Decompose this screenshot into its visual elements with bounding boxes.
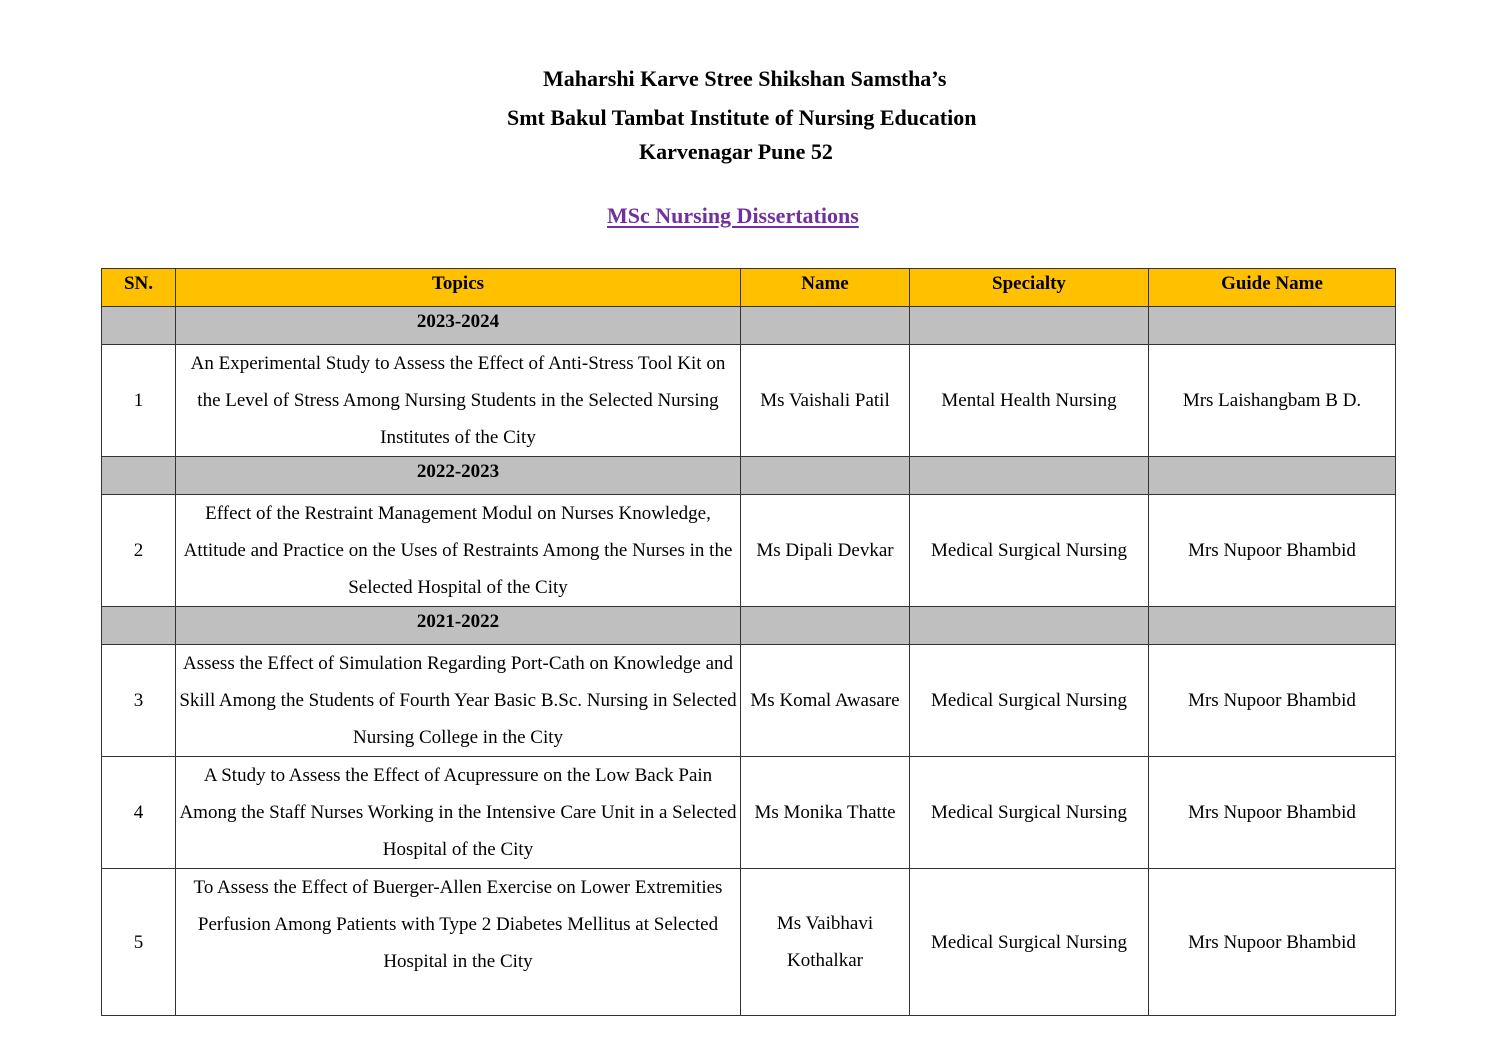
column-header-topics: Topics: [176, 269, 741, 307]
student-name-cell: Ms Vaishali Patil: [741, 345, 910, 457]
specialty-cell: Medical Surgical Nursing: [910, 495, 1149, 607]
student-name-cell: Ms Dipali Devkar: [741, 495, 910, 607]
dissertations-table: [101, 268, 1396, 1016]
sn-cell: 4: [102, 757, 176, 869]
year-section-row: [102, 457, 1396, 495]
year-band-cell: [741, 307, 910, 345]
year-band-cell: [102, 307, 176, 345]
year-band-cell: [102, 607, 176, 645]
year-band-cell: [910, 607, 1149, 645]
year-band-cell: [1149, 457, 1396, 495]
guide-name-cell: Mrs Nupoor Bhambid: [1149, 645, 1396, 757]
year-band-cell: [1149, 607, 1396, 645]
year-section-row: [102, 307, 1396, 345]
specialty-cell: Mental Health Nursing: [910, 345, 1149, 457]
year-band-cell: [741, 457, 910, 495]
sn-cell: 3: [102, 645, 176, 757]
year-label: 2023-2024: [176, 307, 741, 345]
year-band-cell: [910, 307, 1149, 345]
topic-cell: To Assess the Effect of Buerger-Allen Exercise on Lower Extremities Perfusion Among Patients with Type 2 Diabetes Mellitus at Selected Hospital in the City: [176, 869, 741, 1016]
year-band-cell: [102, 457, 176, 495]
student-name-cell: Ms Komal Awasare: [741, 645, 910, 757]
sn-cell: 2: [102, 495, 176, 607]
topic-cell: Assess the Effect of Simulation Regarding Port-Cath on Knowledge and Skill Among the Students of Fourth Year Basic B.Sc. Nursing in Selected Nursing College in the City: [176, 645, 741, 757]
table-row: [102, 345, 1396, 457]
specialty-cell: Medical Surgical Nursing: [910, 645, 1149, 757]
document-title: MSc Nursing Dissertations: [607, 203, 859, 228]
column-header-sn: SN.: [102, 269, 176, 307]
topic-cell: Effect of the Restraint Management Modul on Nurses Knowledge, Attitude and Practice on the Uses of Restraints Among the Nurses in the Selected Hospital of the City: [176, 495, 741, 607]
guide-name-cell: Mrs Nupoor Bhambid: [1149, 757, 1396, 869]
table-row: [102, 757, 1396, 869]
specialty-cell: Medical Surgical Nursing: [910, 757, 1149, 869]
year-label: 2021-2022: [176, 607, 741, 645]
student-name-cell: Ms Monika Thatte: [741, 757, 910, 869]
guide-name-cell: Mrs Laishangbam B D.: [1149, 345, 1396, 457]
institute-location: Karvenagar Pune 52: [639, 139, 833, 164]
table-header-row: [102, 269, 1396, 307]
year-band-cell: [1149, 307, 1396, 345]
topic-cell: A Study to Assess the Effect of Acupressure on the Low Back Pain Among the Staff Nurses Working in the Intensive Care Unit in a Selected Hospital of the City: [176, 757, 741, 869]
student-name-cell: Ms Vaibhavi Kothalkar: [741, 869, 910, 1016]
column-header-guide-name: Guide Name: [1149, 269, 1396, 307]
table-row: [102, 645, 1396, 757]
year-band-cell: [910, 457, 1149, 495]
table-row: [102, 869, 1396, 1016]
organization-name: Maharshi Karve Stree Shikshan Samstha’s: [543, 66, 947, 91]
column-header-name: Name: [741, 269, 910, 307]
year-band-cell: [741, 607, 910, 645]
specialty-cell: Medical Surgical Nursing: [910, 869, 1149, 1016]
table-row: [102, 495, 1396, 607]
year-section-row: [102, 607, 1396, 645]
column-header-specialty: Specialty: [910, 269, 1149, 307]
sn-cell: 5: [102, 869, 176, 1016]
topic-cell: An Experimental Study to Assess the Effect of Anti-Stress Tool Kit on the Level of Stress Among Nursing Students in the Selected Nursing Institutes of the City: [176, 345, 741, 457]
institute-name: Smt Bakul Tambat Institute of Nursing Education: [507, 105, 977, 130]
guide-name-cell: Mrs Nupoor Bhambid: [1149, 869, 1396, 1016]
sn-cell: 1: [102, 345, 176, 457]
year-label: 2022-2023: [176, 457, 741, 495]
guide-name-cell: Mrs Nupoor Bhambid: [1149, 495, 1396, 607]
